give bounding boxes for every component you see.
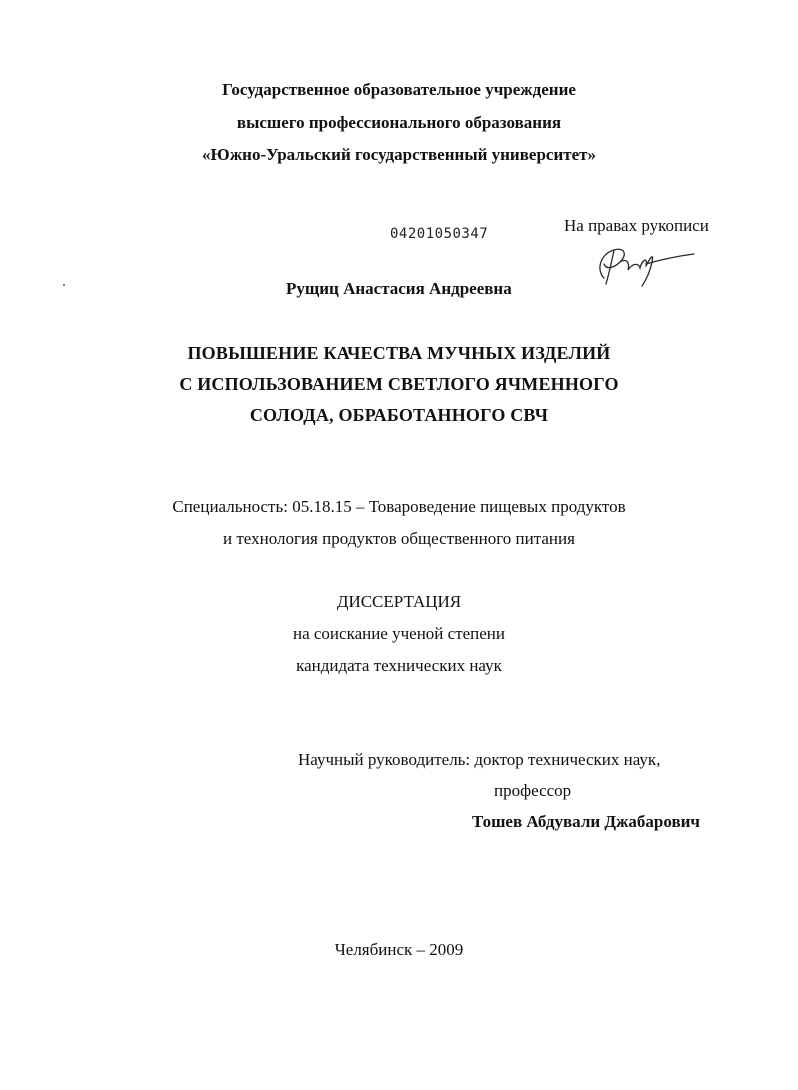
dissertation-heading: ДИССЕРТАЦИЯ	[336, 592, 462, 611]
place-year: Челябинск – 2009	[334, 940, 464, 959]
title-line-3: СОЛОДА, ОБРАБОТАННОГО СВЧ	[249, 405, 549, 425]
title-line-2: С ИСПОЛЬЗОВАНИЕМ СВЕТЛОГО ЯЧМЕННОГО	[179, 374, 619, 394]
supervisor-line-1: Научный руководитель: доктор технических наук,	[298, 750, 661, 769]
specialty-line-2: и технология продуктов общественного питания	[223, 529, 575, 548]
specialty-line-1: Специальность: 05.18.15 – Товароведение пищевых продуктов	[172, 497, 626, 516]
registration-number: 04201050347	[390, 226, 489, 242]
institution-line-3: «Южно-Уральский государственный университет»	[201, 145, 596, 164]
supervisor-line-2: профессор	[494, 781, 572, 800]
author-name: Рущиц Анастасия Андреевна	[286, 279, 512, 298]
dissertation-line-1: на соискание ученой степени	[292, 624, 506, 643]
signature-icon	[590, 240, 700, 290]
dissertation-line-2: кандидата технических наук	[296, 656, 502, 675]
scan-speck	[63, 284, 65, 286]
title-line-1: ПОВЫШЕНИЕ КАЧЕСТВА МУЧНЫХ ИЗДЕЛИЙ	[187, 343, 611, 363]
manuscript-rights: На правах рукописи	[564, 216, 709, 235]
institution-line-1: Государственное образовательное учреждение	[222, 80, 576, 99]
supervisor-name: Тошев Абдували Джабарович	[472, 812, 701, 831]
institution-line-2: высшего профессионального образования	[236, 113, 562, 132]
